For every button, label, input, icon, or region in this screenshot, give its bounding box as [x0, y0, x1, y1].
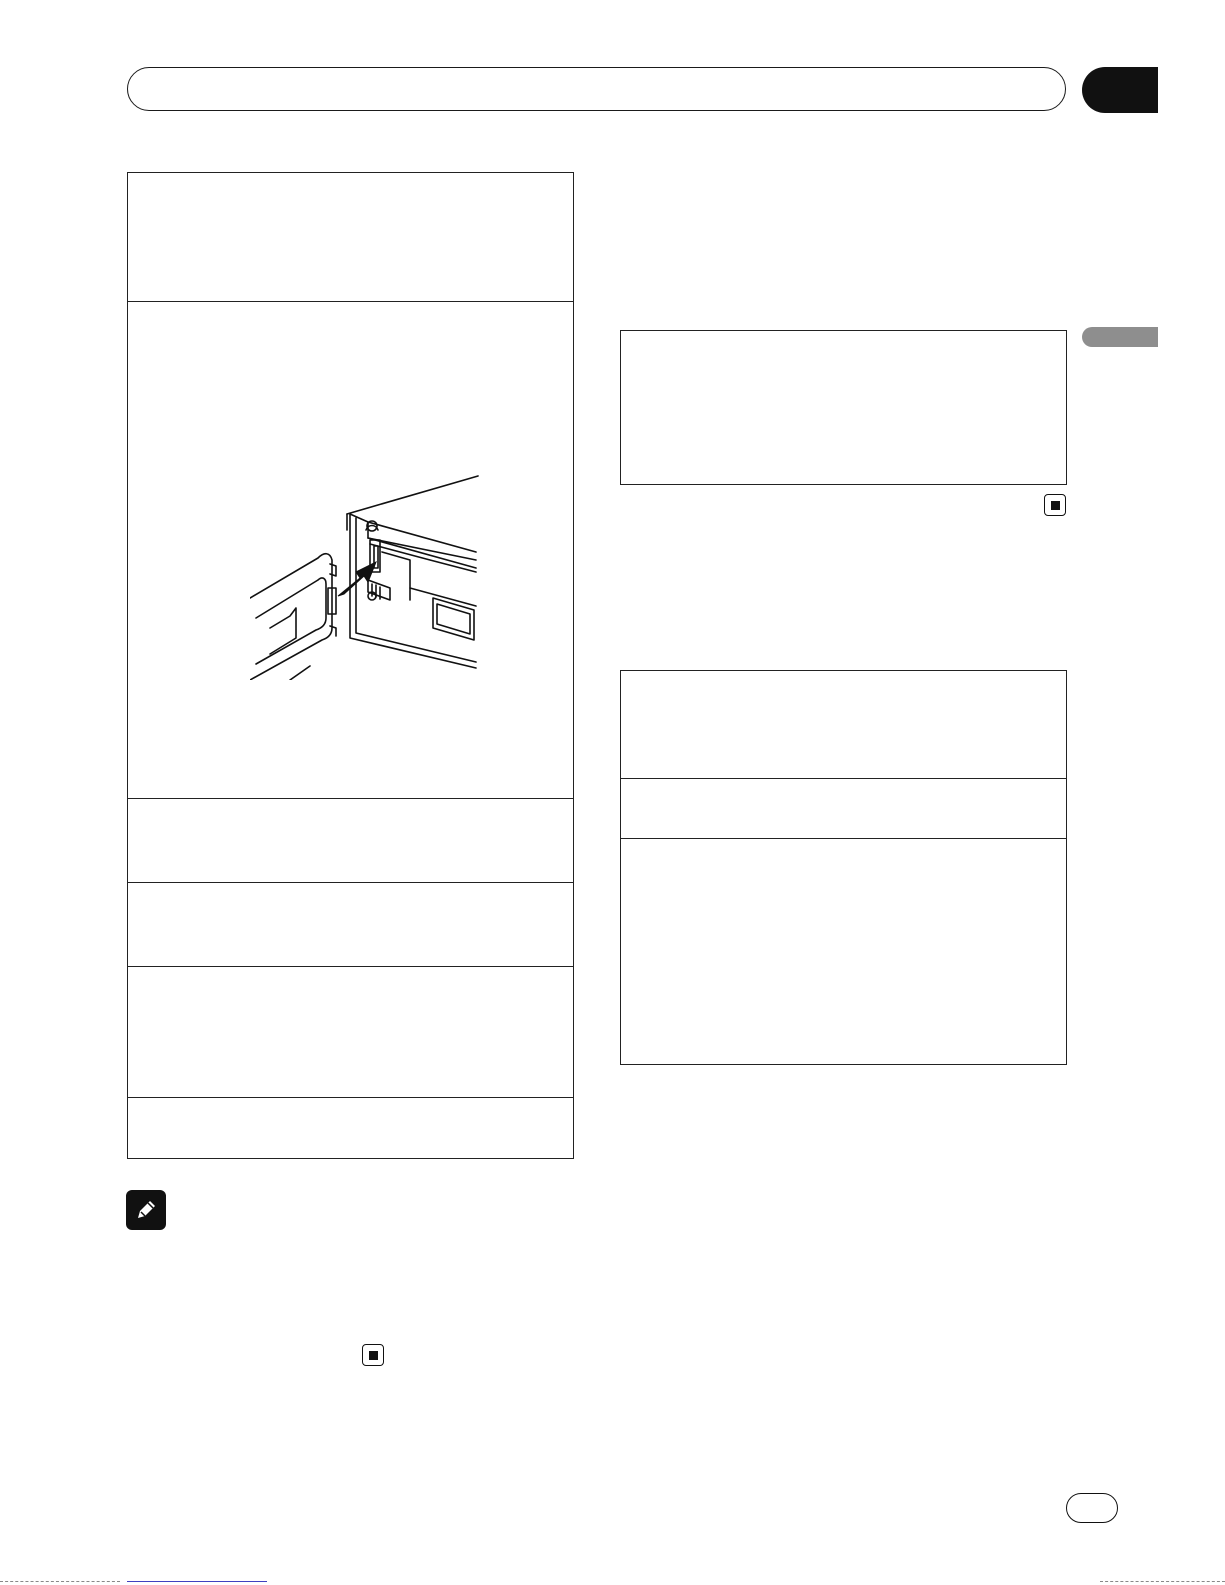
installation-illustration	[250, 468, 482, 680]
footer-rule-right	[1100, 1581, 1225, 1582]
header-title-bar	[127, 67, 1066, 111]
left-table-divider-4	[127, 966, 574, 967]
left-table-divider-3	[127, 882, 574, 883]
page-number-pill	[1066, 1493, 1118, 1523]
section-tab	[1082, 327, 1158, 347]
unit-front-frame	[350, 514, 476, 668]
pencil-note-icon	[126, 1190, 166, 1230]
footer-rule-link	[127, 1581, 267, 1582]
end-mark-icon	[362, 1344, 384, 1366]
right-table-divider-2	[620, 838, 1067, 839]
unit-top-edge	[347, 476, 478, 514]
footer-rule-left	[0, 1581, 120, 1582]
left-table-divider-1	[127, 301, 574, 302]
right-table-divider-1	[620, 778, 1067, 779]
right-info-table	[620, 670, 1067, 1065]
insert-arrow-icon	[338, 562, 376, 596]
right-info-box-1	[620, 330, 1067, 485]
chapter-tab	[1082, 67, 1158, 113]
left-table-divider-5	[127, 1097, 574, 1098]
end-mark-icon	[1044, 494, 1066, 516]
left-table-divider-2	[127, 798, 574, 799]
